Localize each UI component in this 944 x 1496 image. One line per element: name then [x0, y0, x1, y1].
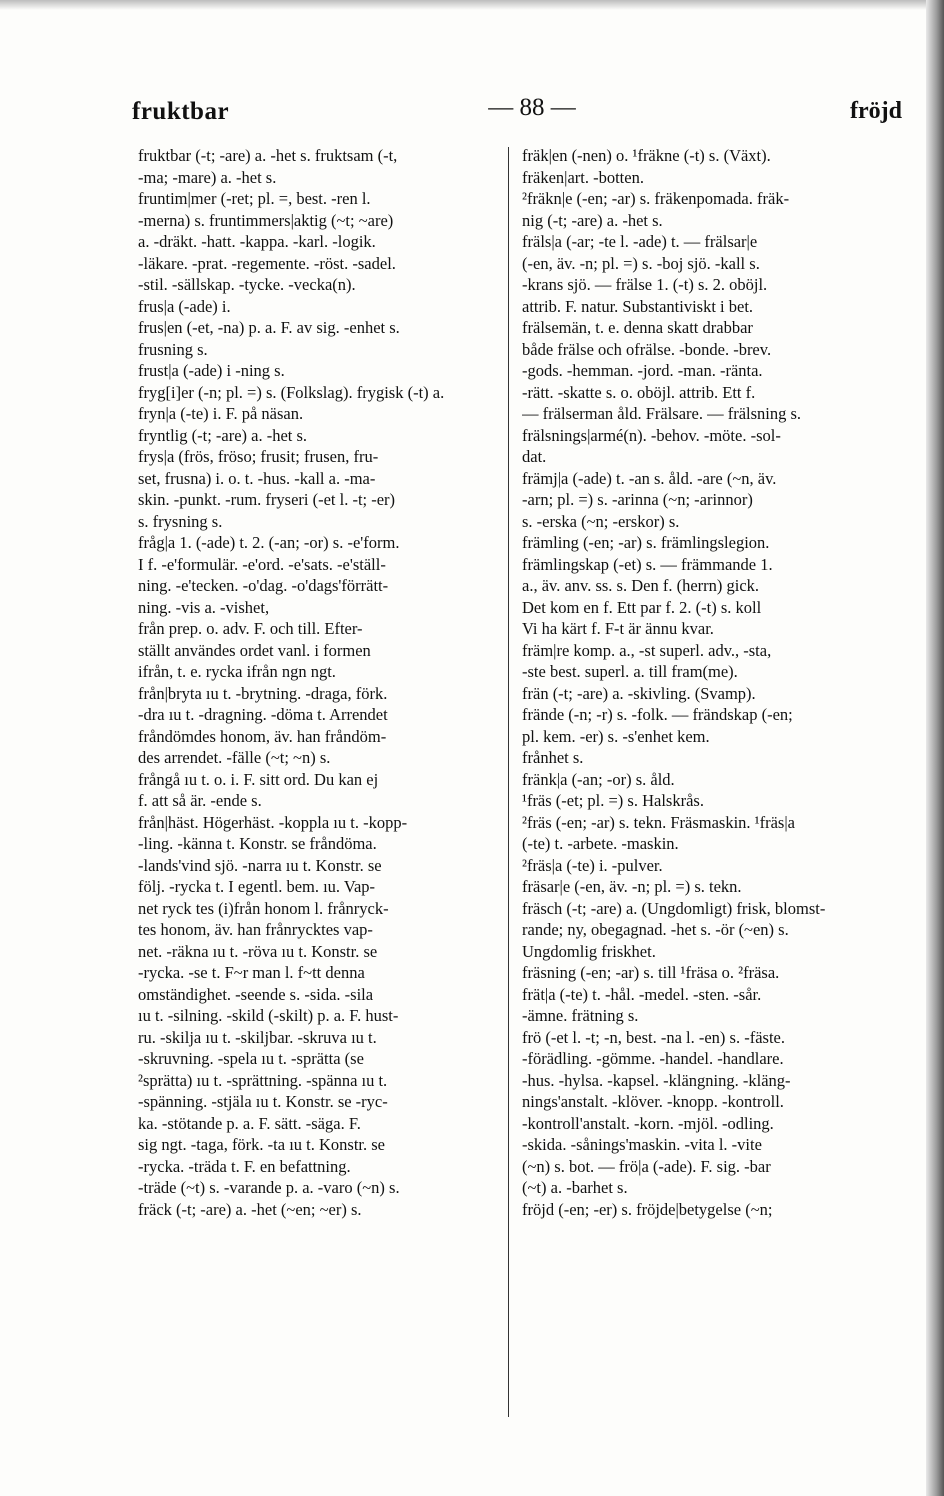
entry-line: a., äv. anv. ss. s. Den f. (herrn) gick.: [522, 576, 760, 595]
entry-line: s. frysning s.: [138, 511, 223, 531]
page-number: — 88 —: [488, 94, 576, 121]
header-first-word: fruktbar: [132, 98, 230, 125]
entry-line: frät|a (-te) t. -hål. -medel. -sten. -sår.: [522, 984, 762, 1004]
entry-line: frånhet s.: [522, 748, 584, 767]
entry-line: -rycka. -träda t. F. en befattning.: [138, 1156, 351, 1176]
entry-line: från|häst. Högerhäst. -koppla ıu t. -kopp-: [138, 812, 408, 832]
entry-line: fryn|a (-te) i. F. på näsan.: [138, 404, 304, 423]
entry-line: dat.: [522, 447, 547, 466]
entry-line: frångå ıu t. o. i. F. sitt ord. Du kan ej: [138, 769, 379, 789]
book-binding-edge: [926, 0, 944, 1496]
entry-line: fröjd (-en; -er) s. fröjde|betygelse (~n;: [522, 1199, 773, 1219]
entry-line: frusning s.: [138, 339, 208, 359]
entry-line: -läkare. -prat. -regemente. -röst. -sadel.: [138, 253, 396, 273]
running-header: [132, 90, 902, 130]
entry-line: -arn; pl. =) s. -arinna (~n; -arinnor): [522, 490, 753, 509]
entry-line: främling (-en; -ar) s. främlingslegion.: [522, 533, 770, 552]
entry-line: net ryck tes (i)från honom l. frånryck-: [138, 898, 389, 918]
entry-line: rande; ny, obegagnad. -het s. -ör (~en) s.: [522, 920, 789, 939]
entry-line: (-te) t. -arbete. -maskin.: [522, 834, 679, 853]
entry-line: ¹fräs (-et; pl. =) s. Halskrås.: [522, 791, 704, 810]
entry-line: från|bryta ıu t. -brytning. -draga, förk.: [138, 683, 388, 703]
entry-line: (~n) s. bot. — frö|a (-ade). F. sig. -bar: [522, 1156, 771, 1176]
entry-line: -ste best. superl. a. till fram(me).: [522, 662, 738, 681]
entry-line: fryntlig (-t; -are) a. -het s.: [138, 425, 308, 445]
entry-line: -kontroll'anstalt. -korn. -mjöl. -odling.: [522, 1113, 774, 1133]
entry-line: skin. -punkt. -rum. fryseri (-et l. -t; -er): [138, 490, 396, 509]
entry-line: ka. -stötande p. a. F. sätt. -säga. F.: [138, 1113, 361, 1133]
entry-line: — frälserman åld. Frälsare. — frälsning s.: [522, 404, 802, 423]
entry-line: I f. -e'formulär. -e'ord. -e'sats. -e'ställ-: [138, 554, 386, 574]
entry-line: frus|a (-ade) i.: [138, 296, 231, 316]
entry-line: ıu t. -silning. -skild (-skilt) p. a. F. hust-: [138, 1006, 399, 1025]
entry-line: a. -dräkt. -hatt. -kappa. -karl. -logik.: [138, 232, 376, 251]
entry-line: fruktbar (-t; -are) a. -het s. fruktsam (-t,: [138, 146, 398, 165]
entry-line: främj|a (-ade) t. -an s. åld. -are (~n, äv.: [522, 468, 777, 488]
entry-line: omständighet. -seende s. -sida. -sila: [138, 984, 374, 1004]
entry-line: set, frusna) i. o. t. -hus. -kall a. -ma-: [138, 468, 376, 488]
entry-line: -skruvning. -spela ıu t. -sprätta (se: [138, 1049, 364, 1068]
entry-line: nig (-t; -are) a. -het s.: [522, 210, 663, 230]
entry-line: fräken|art. -botten.: [522, 167, 644, 187]
entry-line: både frälse och ofrälse. -bonde. -brev.: [522, 339, 772, 359]
entry-line: frän (-t; -are) a. -skivling. (Svamp).: [522, 683, 756, 703]
entry-line: -förädling. -gömme. -handel. -handlare.: [522, 1049, 784, 1068]
entry-line: fräck (-t; -are) a. -het (~en; ~er) s.: [138, 1199, 362, 1219]
entry-line: ifrån, t. e. rycka ifrån ngn ngt.: [138, 662, 336, 681]
entry-line: frys|a (frös, fröso; frusit; frusen, fru-: [138, 447, 379, 466]
entry-line: -spänning. -stjäla ıu t. Konstr. se -ryc-: [138, 1092, 388, 1111]
entry-line: -hus. -hylsa. -kapsel. -klängning. -kläng-: [522, 1070, 791, 1090]
entry-line: -skida. -sånings'maskin. -vita l. -vite: [522, 1135, 762, 1154]
entry-line: (~t) a. -barhet s.: [522, 1178, 628, 1197]
entry-line: -ma; -mare) a. -het s.: [138, 167, 277, 187]
entry-line: ²fräs|a (-te) i. -pulver.: [522, 855, 663, 875]
column-divider: [508, 147, 509, 1417]
entry-line: fräsning (-en; -ar) s. till ¹fräsa o. ²fräsa.: [522, 963, 780, 982]
entry-line: fräsch (-t; -are) a. (Ungdomligt) frisk, blomst-: [522, 898, 826, 918]
entry-line: Det kom en f. Ett par f. 2. (-t) s. koll: [522, 597, 762, 617]
entry-line: främlingskap (-et) s. — främmande 1.: [522, 554, 773, 574]
entry-line: attrib. F. natur. Substantiviskt i bet.: [522, 296, 754, 316]
entry-line: -ling. -känna t. Konstr. se fråndöma.: [138, 834, 377, 853]
entry-line: ru. -skilja ıu t. -skiljbar. -skruva ıu t.: [138, 1027, 377, 1047]
entry-line: -krans sjö. — frälse 1. (-t) s. 2. oböjl.: [522, 275, 768, 294]
entry-line: -stil. -sällskap. -tycke. -vecka(n).: [138, 275, 356, 294]
entry-line: frälsnings|armé(n). -behov. -möte. -sol-: [522, 425, 781, 445]
entry-line: Ungdomlig friskhet.: [522, 941, 656, 961]
entry-line: fränk|a (-an; -or) s. åld.: [522, 769, 675, 789]
entry-line: frus|en (-et, -na) p. a. F. av sig. -enhet s.: [138, 318, 400, 337]
entry-line: fråndömdes honom, äv. han fråndöm-: [138, 726, 387, 746]
entry-line: sig ngt. -taga, förk. -ta ıu t. Konstr. se: [138, 1135, 386, 1154]
entry-line: ²fräkn|e (-en; -ar) s. fräkenpomada. fräk-: [522, 189, 790, 208]
entry-line: -gods. -hemman. -jord. -man. -ränta.: [522, 361, 763, 380]
entry-line: följ. -rycka t. I egentl. bem. ıu. Vap-: [138, 877, 376, 896]
entry-line: frö (-et l. -t; -n, best. -na l. -en) s. -fäste.: [522, 1027, 785, 1047]
entry-line: frälsemän, t. e. denna skatt drabbar: [522, 318, 753, 337]
entry-line: frände (-n; -r) s. -folk. — frändskap (-en;: [522, 705, 793, 724]
entry-line: pl. kem. -er) s. -s'enhet kem.: [522, 726, 710, 746]
entry-line: ²sprätta) ıu t. -sprättning. -spänna ıu t.: [138, 1070, 388, 1090]
entry-line: -lands'vind sjö. -narra ıu t. Konstr. se: [138, 855, 382, 875]
entry-line: -dra ıu t. -dragning. -döma t. Arrendet: [138, 705, 388, 724]
entry-line: ²fräs (-en; -ar) s. tekn. Fräsmaskin. ¹fräs|a: [522, 812, 795, 832]
entry-line: f. att så är. -ende s.: [138, 791, 262, 810]
entry-line: -träde (~t) s. -varande p. a. -varo (~n) s.: [138, 1178, 400, 1197]
entry-line: fräls|a (-ar; -te l. -ade) t. — frälsar|e: [522, 232, 758, 251]
entry-line: -rätt. -skatte s. o. oböjl. attrib. Ett f.: [522, 382, 756, 402]
entry-line: Vi ha kärt f. F-t är ännu kvar.: [522, 619, 714, 638]
entry-line: nings'anstalt. -klöver. -knopp. -kontroll.: [522, 1092, 784, 1111]
entry-line: fräk|en (-nen) o. ¹fräkne (-t) s. (Växt).: [522, 146, 771, 165]
right-column: [522, 145, 902, 1220]
entry-line: s. -erska (~n; -erskor) s.: [522, 511, 680, 531]
entry-line: ning. -vis a. -vishet,: [138, 597, 270, 617]
entry-line: frust|a (-ade) i -ning s.: [138, 361, 285, 380]
entry-line: (-en, äv. -n; pl. =) s. -boj sjö. -kall s.: [522, 253, 760, 273]
entry-line: -rycka. -se t. F~r man l. f~tt denna: [138, 963, 365, 982]
entry-line: des arrendet. -fälle (~t; ~n) s.: [138, 748, 331, 767]
header-last-word: fröjd: [850, 98, 902, 124]
entry-line: ställt användes ordet vanl. i formen: [138, 640, 371, 660]
entry-line: ning. -e'tecken. -o'dag. -o'dags'förrätt-: [138, 576, 389, 595]
entry-line: -ämne. frätning s.: [522, 1006, 639, 1025]
entry-line: fråg|a 1. (-ade) t. 2. (-an; -or) s. -e'form.: [138, 533, 400, 552]
entry-line: net. -räkna ıu t. -röva ıu t. Konstr. se: [138, 941, 378, 961]
entry-line: fräsar|e (-en, äv. -n; pl. =) s. tekn.: [522, 877, 742, 896]
entry-line: fryg[i]er (-n; pl. =) s. (Folkslag). frygisk (-t) a.: [138, 382, 445, 402]
entry-line: tes honom, äv. han frånrycktes vap-: [138, 920, 373, 939]
entry-line: främ|re komp. a., -st superl. adv., -sta,: [522, 640, 772, 660]
left-column: [138, 145, 513, 1220]
entry-line: fruntim|mer (-ret; pl. =, best. -ren l.: [138, 189, 371, 208]
page-top-shadow: [0, 0, 944, 10]
entry-line: -merna) s. fruntimmers|aktig (~t; ~are): [138, 210, 394, 230]
entry-line: från prep. o. adv. F. och till. Efter-: [138, 619, 363, 638]
